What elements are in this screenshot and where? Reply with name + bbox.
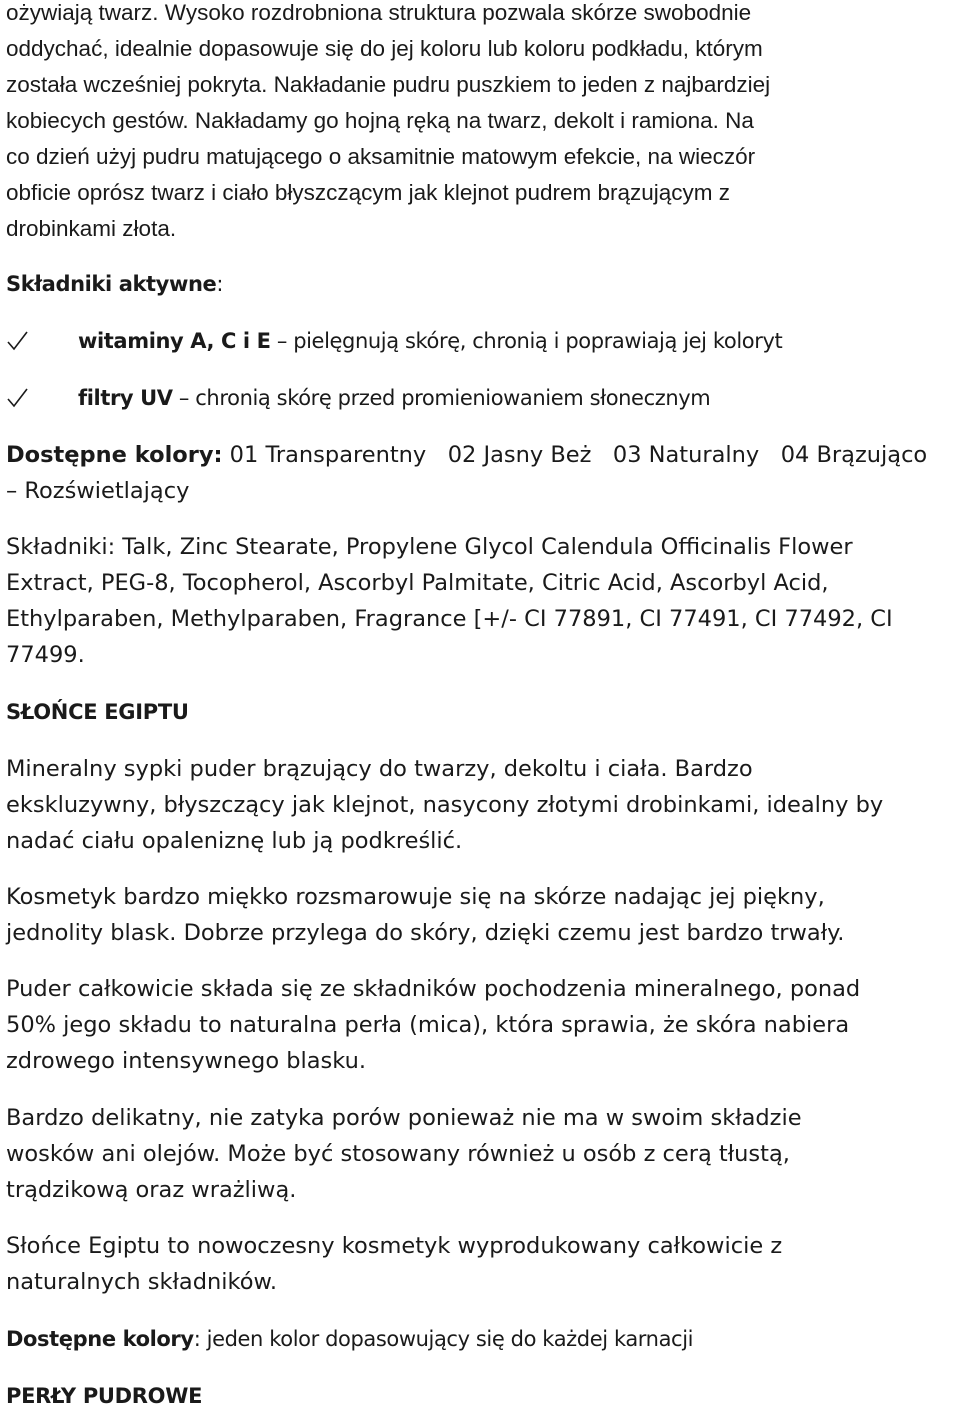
intro-line: obficie oprósz twarz i ciało błyszczącym jak klejnot pudrem brązującym z [6, 180, 731, 205]
paragraph-line: Kosmetyk bardzo miękko rozsmarowuje się na skórze nadając jej piękny, [6, 884, 825, 910]
checklist-item-desc: – pielęgnują skórę, chronią i poprawiają jej koloryt [270, 329, 783, 353]
available-colors-continued: – Rozświetlający [6, 478, 190, 504]
ingredients-line: Ethylparaben, Methylparaben, Fragrance [+/- CI 77891, CI 77491, CI 77492, CI [6, 606, 893, 632]
section-title: SŁOŃCE EGIPTU [6, 700, 189, 724]
available-colors-label: Dostępne kolory: [6, 442, 223, 468]
intro-line: drobinkami złota. [6, 216, 177, 241]
description-paragraph [6, 971, 956, 1079]
paragraph-line: 50% jego składu to naturalna perła (mica), która sprawia, że skóra nabiera [6, 1012, 850, 1038]
intro-line: co dzień użyj pudru matującego o aksamitnie matowym efekcie, na wieczór [6, 144, 756, 169]
description-paragraph [6, 879, 956, 951]
ingredients-line: 77499. [6, 642, 85, 668]
paragraph-line: ekskluzywny, błyszczący jak klejnot, nasycony złotymi drobinkami, idealny by [6, 792, 884, 818]
available-colors-list: 01 Transparentny 02 Jasny Beż 03 Naturalny 04 Brązująco [222, 442, 928, 468]
description-paragraph [6, 1100, 956, 1208]
available-colors [6, 437, 956, 509]
paragraph-line: nadać ciału opaleniznę lub ją podkreślić. [6, 828, 463, 854]
paragraph-line: Bardzo delikatny, nie zatyka porów ponieważ nie ma w swoim składzie [6, 1105, 802, 1131]
checkmark-icon [6, 380, 30, 416]
paragraph-line: wosków ani olejów. Może być stosowany również u osób z cerą tłustą, [6, 1141, 790, 1167]
paragraph-line: naturalnych składników. [6, 1269, 277, 1295]
intro-line: kobiecych gestów. Nakładamy go hojną ręką na twarz, dekolt i ramiona. Na [6, 108, 754, 133]
active-ingredients-colon: : [216, 272, 224, 296]
ingredients-line: Składniki: Talk, Zinc Stearate, Propylene Glycol Calendula Officinalis Flower [6, 534, 853, 560]
section-title: PERŁY PUDROWE [6, 1384, 203, 1408]
paragraph-line: zdrowego intensywnego blasku. [6, 1048, 367, 1074]
intro-paragraph [6, 0, 956, 247]
description-paragraph [6, 751, 956, 859]
ingredients-line: Extract, PEG-8, Tocopherol, Ascorbyl Palmitate, Citric Acid, Ascorbyl Acid, [6, 570, 829, 596]
available-colors [6, 1321, 956, 1357]
checklist-item-desc: – chronią skórę przed promieniowaniem słonecznym [172, 386, 711, 410]
intro-line: ożywiają twarz. Wysoko rozdrobniona struktura pozwala skórze swobodnie [6, 0, 752, 25]
paragraph-line: Słońce Egiptu to nowoczesny kosmetyk wyprodukowany całkowicie z [6, 1233, 783, 1259]
intro-line: została wcześniej pokryta. Nakładanie pudru puszkiem to jeden z najbardziej [6, 72, 771, 97]
paragraph-line: jednolity blask. Dobrze przylega do skóry, dzięki czemu jest bardzo trwały. [6, 920, 845, 946]
active-ingredients-heading [6, 266, 956, 302]
active-ingredients-label: Składniki aktywne [6, 272, 217, 296]
checklist-item-name: filtry UV [78, 386, 173, 410]
ingredients-list [6, 529, 956, 673]
checklist-item-name: witaminy A, C i E [78, 329, 271, 353]
checkmark-icon [6, 323, 30, 359]
paragraph-line: Puder całkowicie składa się ze składników pochodzenia mineralnego, ponad [6, 976, 861, 1002]
checklist-item [6, 323, 956, 359]
available-colors-value: : jeden kolor dopasowujący się do każdej karnacji [193, 1327, 694, 1351]
paragraph-line: Mineralny sypki puder brązujący do twarzy, dekoltu i ciała. Bardzo [6, 756, 753, 782]
intro-line: oddychać, idealnie dopasowuje się do jej koloru lub koloru podkładu, którym [6, 36, 763, 61]
checklist-item [6, 380, 956, 416]
description-paragraph [6, 1228, 956, 1300]
available-colors-label: Dostępne kolory [6, 1327, 194, 1351]
paragraph-line: trądzikową oraz wrażliwą. [6, 1177, 297, 1203]
